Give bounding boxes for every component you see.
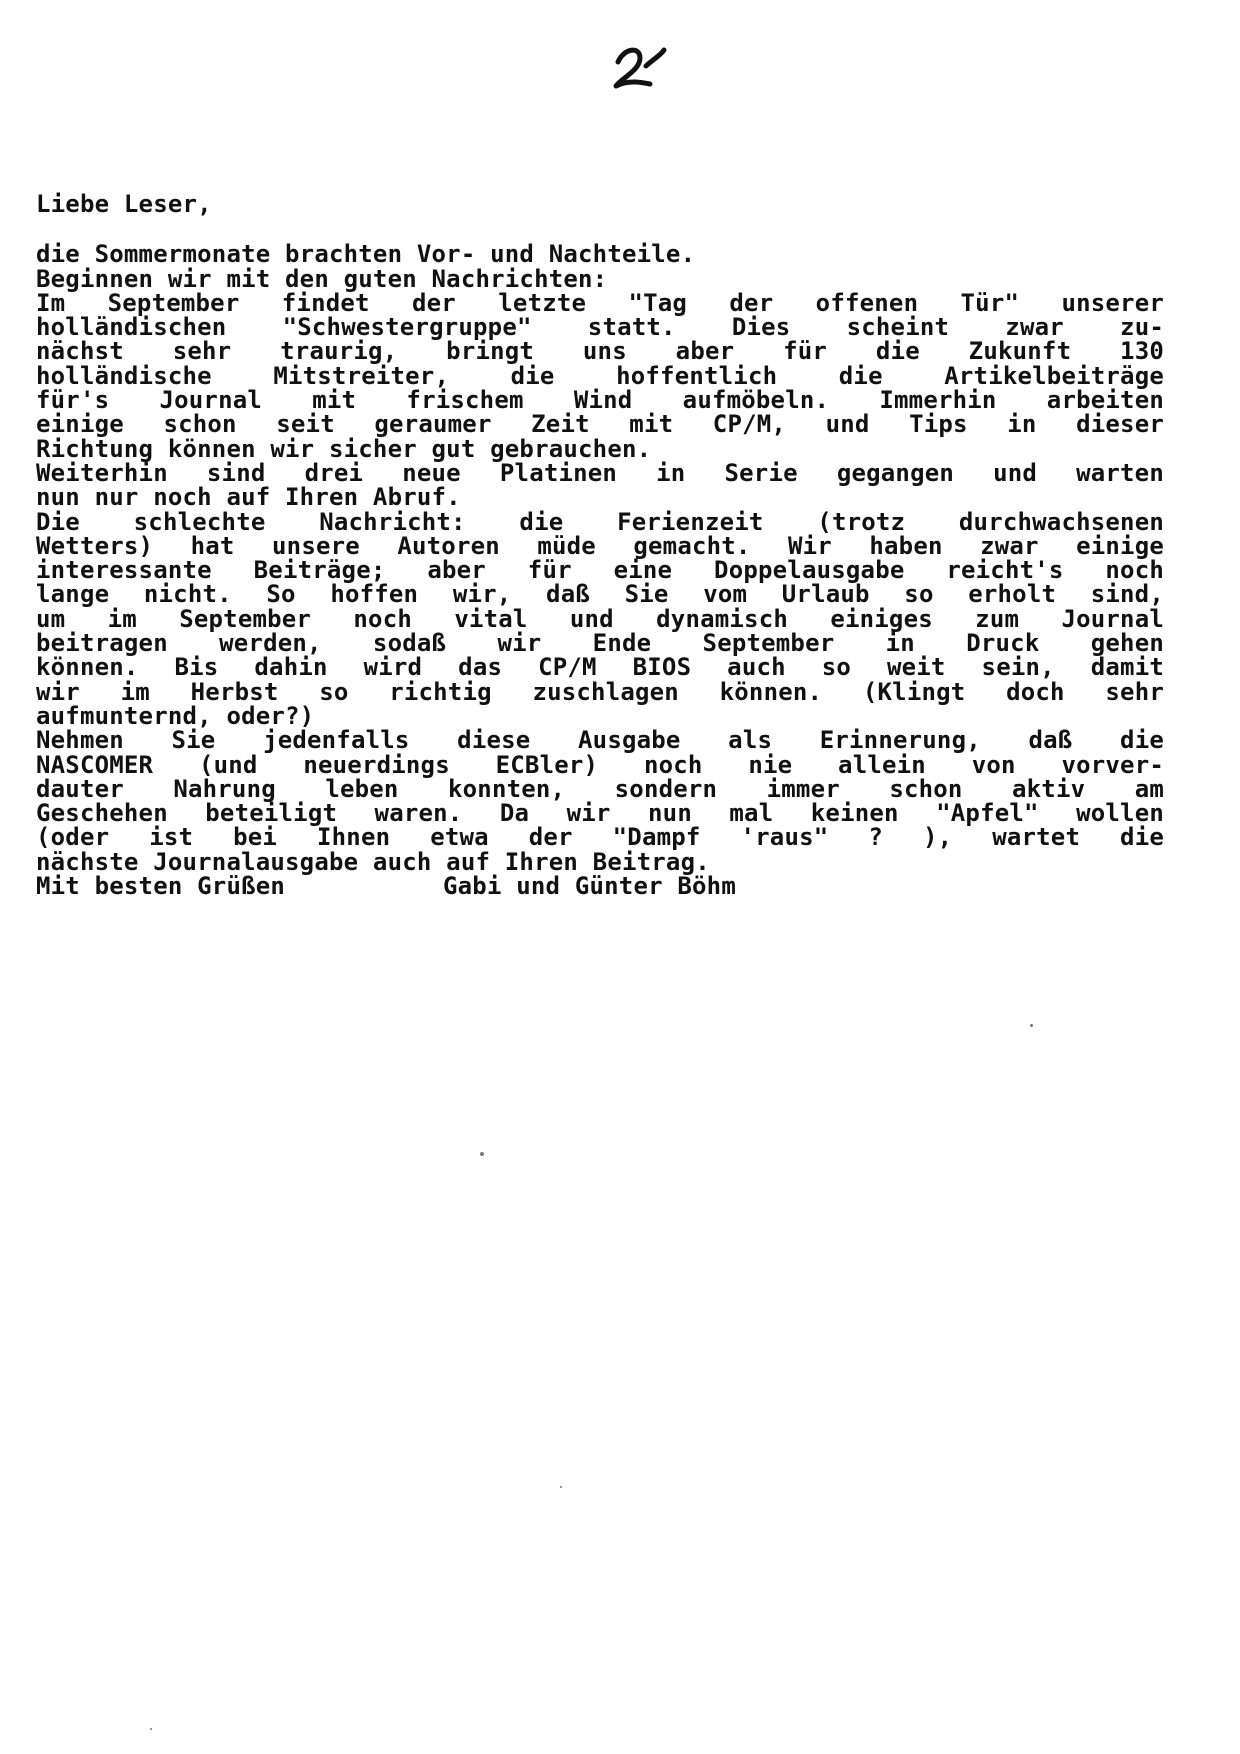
text-line: interessante Beiträge; aber für eine Doppelausgabe reicht's noch (36, 556, 1164, 585)
text-line: für's Journal mit frischem Wind aufmöbeln. Immerhin arbeiten (36, 386, 1164, 415)
text-line: wir im Herbst so richtig zuschlagen können. (Klingt doch sehr (36, 677, 1164, 706)
text-line: die Sommermonate brachten Vor- und Nachteile. (36, 240, 696, 269)
scan-speck (480, 1152, 484, 1156)
text-line: holländische Mitstreiter, die hoffentlich die Artikelbeiträge (36, 361, 1164, 390)
paragraph (36, 728, 1164, 874)
paragraph (36, 242, 1164, 291)
text-line: nächste Journalausgabe auch auf Ihren Beitrag. (36, 847, 710, 876)
scan-speck (560, 1486, 562, 1488)
text-line: aufmunternd, oder?) (36, 701, 315, 730)
letter-paragraphs (36, 242, 1164, 874)
signature: Gabi und Günter Böhm (443, 872, 736, 901)
page-number (610, 42, 670, 92)
text-line: Beginnen wir mit den guten Nachrichten: (36, 264, 608, 293)
handwritten-page-number (610, 42, 670, 92)
text-line: Richtung können wir sicher gut gebrauchen. (36, 434, 652, 463)
paragraph (36, 458, 1164, 512)
paragraph (36, 288, 1164, 463)
text-line: nun nur noch auf Ihren Abruf. (36, 483, 461, 512)
text-line: (oder ist bei Ihnen etwa der "Dampf 'raus" ? ), wartet die (36, 823, 1164, 852)
text-line: Die schlechte Nachricht: die Ferienzeit (trotz durchwachsenen (36, 507, 1164, 536)
text-line: Geschehen beteiligt waren. Da wir nun mal keinen "Apfel" wollen (36, 799, 1164, 828)
text-line: Im September findet der letzte "Tag der offenen Tür" unserer (36, 288, 1164, 317)
paragraph (36, 507, 1164, 730)
letter-body (36, 190, 1164, 901)
text-line: Wetters) hat unsere Autoren müde gemacht. Wir haben zwar einige (36, 531, 1164, 560)
text-line: um im September noch vital und dynamisch einiges zum Journal (36, 604, 1164, 633)
scan-speck (1030, 1024, 1033, 1027)
text-line: beitragen werden, sodaß wir Ende September in Druck gehen (36, 629, 1164, 658)
text-line: können. Bis dahin wird das CP/M BIOS auch so weit sein, damit (36, 653, 1164, 682)
scan-speck (150, 1728, 152, 1730)
text-line: einige schon seit geraumer Zeit mit CP/M, und Tips in dieser (36, 410, 1164, 439)
text-line: holländischen "Schwestergruppe" statt. Dies scheint zwar zu- (36, 313, 1164, 342)
text-line: Nehmen Sie jedenfalls diese Ausgabe als Erinnerung, daß die (36, 726, 1164, 755)
text-line: nächst sehr traurig, bringt uns aber für die Zukunft 130 (36, 337, 1164, 366)
text-line: lange nicht. So hoffen wir, daß Sie vom Urlaub so erholt sind, (36, 580, 1164, 609)
closing-greeting: Mit besten Grüßen (36, 872, 286, 901)
text-line: Weiterhin sind drei neue Platinen in Serie gegangen und warten (36, 458, 1164, 487)
salutation: Liebe Leser, (36, 190, 212, 218)
text-line: dauter Nahrung leben konnten, sondern immer schon aktiv am (36, 774, 1164, 803)
text-line: NASCOMER (und neuerdings ECBler) noch nie allein von vorver- (36, 750, 1164, 779)
closing-line (36, 872, 1164, 901)
